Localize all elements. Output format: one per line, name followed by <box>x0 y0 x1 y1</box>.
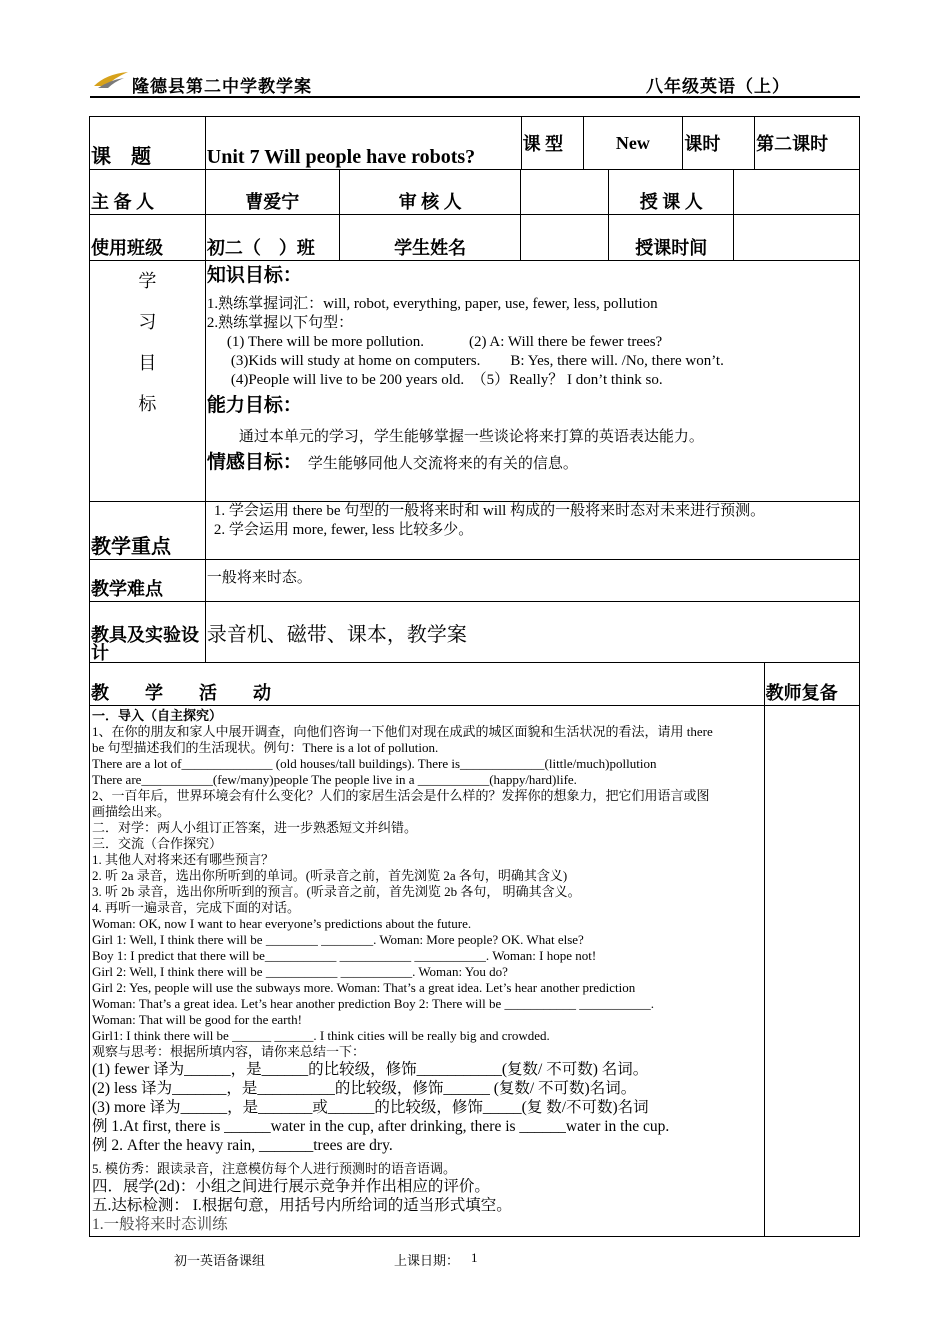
info-table <box>89 116 860 170</box>
tools-text: 录音机、磁带、课本，教学案 <box>205 602 859 663</box>
footer-group: 初一英语备课组 <box>174 1253 266 1268</box>
student-value <box>521 215 609 261</box>
knowledge-5: (4)People will live to be 200 years old. （5）Really？ I don’t think so. <box>230 372 663 388</box>
period: 第二课时 <box>755 117 860 170</box>
preparer-label: 主 备 人 <box>90 170 206 215</box>
reviewer-label: 审 核 人 <box>339 170 521 215</box>
grade-subject: 八年级英语（上） <box>646 77 790 96</box>
activity-line: 三．交流（合作探究） <box>92 836 223 851</box>
time-label: 授课时间 <box>609 215 734 261</box>
emotion-text: 学生能够同他人交流将来的有关的信息。 <box>307 456 578 472</box>
activity-line: 3. 听 2b 录音，选出你所听到的预言。(听录音之前，首先浏览 2b 各句， 明确其含义。 <box>92 884 581 899</box>
grammar-line: (1) fewer 译为______，是______的比较级，修饰___________(复数/ 不可数) 名词。 <box>92 1061 649 1078</box>
school-logo-icon <box>92 68 130 90</box>
example-line: 例 2. After the heavy rain, _______trees are dry. <box>92 1137 393 1154</box>
key-content <box>205 502 859 560</box>
activity-line: 1. 其他人对将来还有哪些预言？ <box>92 852 275 867</box>
tools-label: 教具及实验设计 <box>90 602 206 663</box>
time-value <box>734 215 860 261</box>
staff-table <box>89 169 860 261</box>
knowledge-title: 知识目标： <box>206 265 302 286</box>
knowledge-1: 1.熟练掌握词汇：will, robot, everything, paper, use, fewer, less, pollution <box>206 296 658 312</box>
objectives-table <box>89 260 860 663</box>
page-number: 1 <box>471 1250 478 1265</box>
grammar-line: (2) less 译为_______，是__________的比较级，修饰______ (复数/ 不可数)名词。 <box>92 1080 637 1097</box>
notes-label: 教师复备 <box>764 663 859 706</box>
knowledge-4: (3)Kids will study at home on computers. B: Yes, there will. /No, there won’t. <box>230 353 724 369</box>
type-label: 课 型 <box>521 117 583 170</box>
dialogue-line: Girl 2: Yes, people will use the subways more. Woman: That’s a great idea. Let’s hear another prediction <box>92 980 636 995</box>
activity-line: 四．展学(2d)：小组之间进行展示竞争并作出相应的评价。 <box>92 1178 490 1195</box>
teacher-label: 授 课 人 <box>609 170 734 215</box>
ability-title: 能力目标： <box>206 395 302 416</box>
emotion-title: 情感目标： <box>206 452 302 473</box>
activity-line: 1、在你的朋友和家人中展开调查，向他们咨询一下他们对现在成武的城区面貌和生活状况的看法，请用 there <box>92 724 713 739</box>
page-header <box>90 66 860 98</box>
activity-line: 1.一般将来时态训练 <box>92 1216 228 1233</box>
key-point-1: 1. 学会运用 there be 句型的一般将来时和 will 构成的一般将来时态对未来进行预测。 <box>213 503 766 519</box>
teacher-value <box>734 170 860 215</box>
class-label: 使用班级 <box>90 215 206 261</box>
school-name: 隆德县第二中学教学案 <box>132 77 312 96</box>
class-value: 初二（ ）班 <box>205 215 339 261</box>
notes-column <box>764 706 859 1237</box>
activity-line: 五.达标检测： I.根据句意，用括号内所给词的适当形式填空。 <box>92 1197 512 1214</box>
dialogue-line: Girl 1: Well, I think there will be ________ ________. Woman: More people? OK. What else? <box>92 932 584 947</box>
preparer: 曹爱宁 <box>205 170 339 215</box>
dialogue-line: Woman: That will be good for the earth! <box>92 1012 302 1027</box>
grammar-line: (3) more 译为______，是_______或______的比较级，修饰_____(复 数/不可数)名词 <box>92 1099 649 1116</box>
difficulty-label: 教学难点 <box>90 560 206 602</box>
lesson-type: New <box>583 117 683 170</box>
dialogue-line: Woman: OK, now I want to hear everyone’s predictions about the future. <box>92 916 472 931</box>
activity-line: There are___________(few/many)people The people live in a ___________(happy/hard)life. <box>92 772 577 787</box>
knowledge-3: (1) There will be more pollution. (2) A: Will there be fewer trees? <box>226 334 663 350</box>
reviewer-value <box>521 170 609 215</box>
dialogue-line: Girl1: I think there will be ______ ______. I think cities will be really big and crowded. <box>92 1028 550 1043</box>
difficulty-text: 一般将来时态。 <box>205 560 859 602</box>
activity-line: be 句型描述我们的生活现状。例句：There is a lot of pollution. <box>92 740 439 755</box>
activity-line: 二．对学：两人小组订正答案，进一步熟悉短文并纠错。 <box>92 820 418 835</box>
dialogue-line: Boy 1: I predict that there will be___________ ___________ ___________. Woman: I hope not! <box>92 948 597 963</box>
activity-table <box>89 662 860 1237</box>
activity-line: 画描绘出来。 <box>92 804 171 819</box>
section-intro: 一．导入（自主探究） <box>92 708 223 723</box>
activity-line: 5. 模仿秀：跟读录音，注意模仿每个人进行预测时的语音语调。 <box>92 1161 457 1176</box>
key-point-2: 2. 学会运用 more, fewer, less 比较多少。 <box>213 522 474 538</box>
topic-label: 课 题 <box>90 117 206 170</box>
activity-label: 教 学 活 动 <box>90 663 765 706</box>
activity-line: 2. 听 2a 录音，选出你所听到的单词。(听录音之前，首先浏览 2a 各句，明确其含义) <box>92 868 568 883</box>
activity-line: 2、一百年后，世界环境会有什么变化？人们的家居生活会是什么样的？发挥你的想象力，把它们用语言或图 <box>92 788 710 803</box>
topic: Unit 7 Will people have robots? <box>205 117 521 170</box>
activity-line: 4. 再听一遍录音，完成下面的对话。 <box>92 900 301 915</box>
activity-content <box>90 706 765 1237</box>
student-label: 学生姓名 <box>339 215 521 261</box>
period-label: 课时 <box>683 117 755 170</box>
activity-line: There are a lot of______________ (old houses/tall buildings). There is_____________(little/much)pollution <box>92 756 657 771</box>
dialogue-line: Woman: That’s a great idea. Let’s hear another prediction Boy 2: There will be ___________ ___________. <box>92 996 655 1011</box>
key-label: 教学重点 <box>90 502 206 560</box>
dialogue-line: Girl 2: Well, I think there will be ___________ ___________. Woman: You do? <box>92 964 508 979</box>
example-line: 例 1.At first, there is ______water in the cup, after drinking, there is ______water in the cup. <box>92 1118 670 1135</box>
footer-date-label: 上课日期： <box>394 1253 460 1268</box>
activity-line: 观察与思考：根据所填内容，请你来总结一下： <box>92 1044 366 1059</box>
objectives-side-label: 学 习 目 标 <box>90 261 206 502</box>
ability-text: 通过本单元的学习，学生能够掌握一些谈论将来打算的英语表达能力。 <box>238 429 704 445</box>
objectives-content <box>205 261 859 502</box>
knowledge-2: 2.熟练掌握以下句型： <box>206 315 354 331</box>
